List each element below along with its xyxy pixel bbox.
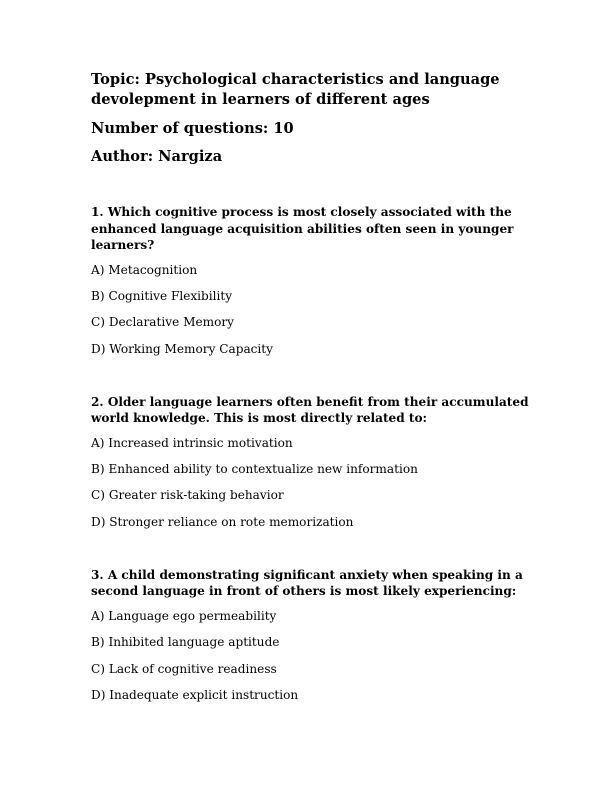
question-text: 2. Older language learners often benefit from their accumulated world knowledge. This is most directly related to:: [91, 394, 529, 426]
option-c: C) Lack of cognitive readiness: [91, 661, 277, 676]
option-a: A) Language ego permeability: [91, 608, 277, 623]
author-line: Author: Nargiza: [91, 148, 223, 165]
question-count: Number of questions: 10: [91, 120, 294, 137]
option-d: D) Inadequate explicit instruction: [91, 688, 299, 703]
option-c: C) Declarative Memory: [91, 315, 234, 330]
document-header: [91, 70, 531, 167]
answer-options: [91, 435, 531, 530]
option-d: D) Working Memory Capacity: [91, 341, 273, 356]
option-a: A) Increased intrinsic motivation: [91, 435, 293, 450]
question-text: 3. A child demonstrating significant anxiety when speaking in a second language in front of others is most likely experiencing:: [91, 567, 523, 599]
question-text: 1. Which cognitive process is most closely associated with the enhanced language acquisition abilities often seen in younger learners?: [91, 205, 514, 252]
option-b: B) Enhanced ability to contextualize new information: [91, 462, 418, 477]
answer-options: [91, 608, 531, 703]
question-2: [91, 394, 531, 530]
option-d: D) Stronger reliance on rote memorization: [91, 514, 354, 529]
document-page: [91, 70, 531, 713]
question-3: [91, 567, 531, 703]
option-c: C) Greater risk-taking behavior: [91, 488, 284, 503]
question-1: [91, 204, 531, 357]
topic-heading: Topic: Psychological characteristics and language devolepment in learners of different ages: [91, 71, 500, 108]
option-a: A) Metacognition: [91, 262, 198, 277]
answer-options: [91, 262, 531, 357]
option-b: B) Inhibited language aptitude: [91, 635, 280, 650]
option-b: B) Cognitive Flexibility: [91, 288, 233, 303]
